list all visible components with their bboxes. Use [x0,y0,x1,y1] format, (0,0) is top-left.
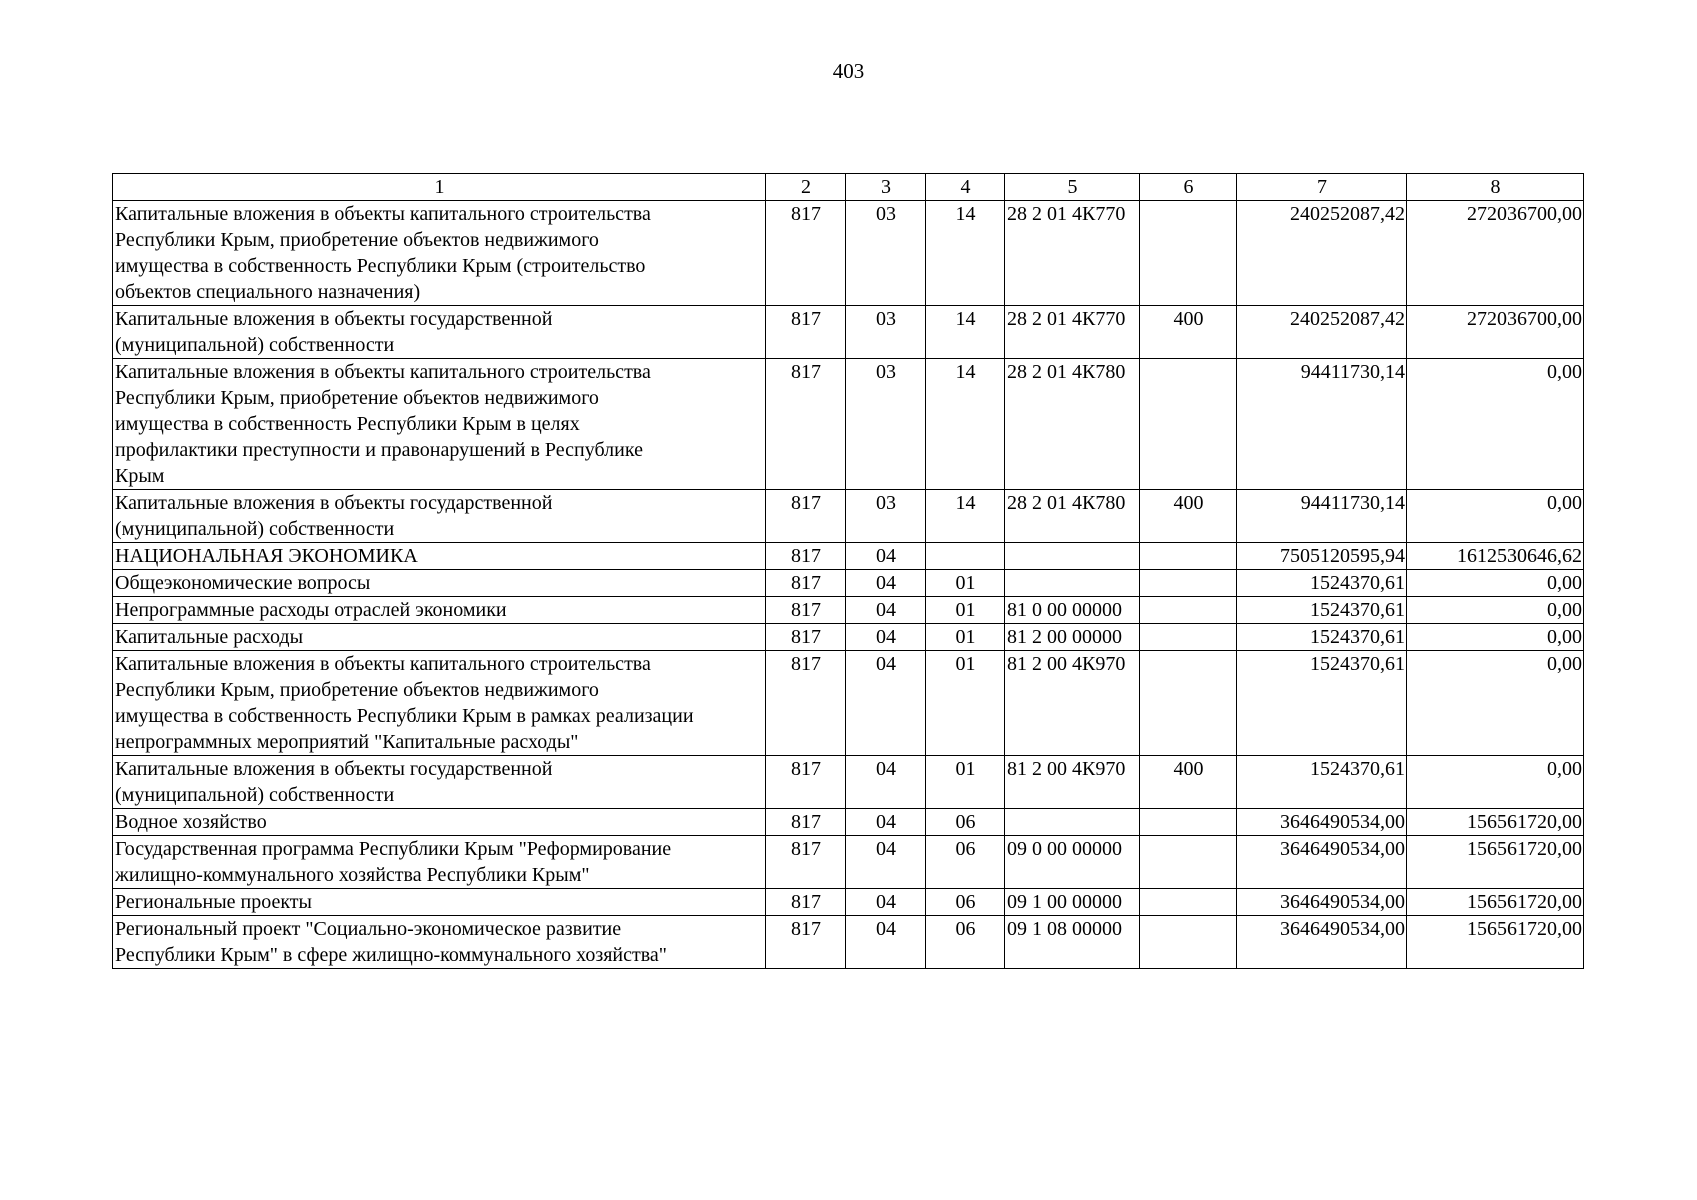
row-target-article-cell: 28 2 01 4К780 [1005,359,1140,490]
page-number: 403 [832,59,865,83]
table-row [113,306,1584,359]
row-amount-2-cell: 156561720,00 [1407,809,1584,836]
table-header-row [113,174,1584,201]
row-section-cell: 04 [846,756,926,809]
row-subsection-cell: 01 [926,651,1005,756]
row-name-cell: НАЦИОНАЛЬНАЯ ЭКОНОМИКА [113,543,766,570]
row-name-cell: Капитальные вложения в объекты капитального строительства Республики Крым, приобретение объектов недвижимого имущества в собственность Республики Крым (строительство объектов специального назначения) [113,201,766,306]
row-amount-2-cell: 0,00 [1407,597,1584,624]
row-target-article-cell: 09 1 00 00000 [1005,889,1140,916]
row-amount-2-cell: 0,00 [1407,359,1584,490]
row-grbs-cell: 817 [766,756,846,809]
row-amount-2-cell: 272036700,00 [1407,201,1584,306]
row-expense-type-cell: 400 [1140,756,1237,809]
row-subsection-cell: 14 [926,359,1005,490]
row-name-cell: Водное хозяйство [113,809,766,836]
row-amount-2-cell: 0,00 [1407,624,1584,651]
row-grbs-cell: 817 [766,306,846,359]
row-amount-2-cell: 0,00 [1407,570,1584,597]
table-row [113,359,1584,490]
column-header: 2 [766,174,846,201]
row-amount-2-cell: 0,00 [1407,756,1584,809]
row-section-cell: 03 [846,306,926,359]
column-header: 3 [846,174,926,201]
row-section-cell: 04 [846,836,926,889]
row-grbs-cell: 817 [766,570,846,597]
row-amount-1-cell: 3646490534,00 [1237,809,1407,836]
column-header: 5 [1005,174,1140,201]
row-expense-type-cell [1140,624,1237,651]
row-amount-2-cell: 272036700,00 [1407,306,1584,359]
row-grbs-cell: 817 [766,359,846,490]
row-target-article-cell: 28 2 01 4К770 [1005,306,1140,359]
row-amount-1-cell: 94411730,14 [1237,490,1407,543]
row-amount-1-cell: 1524370,61 [1237,651,1407,756]
row-grbs-cell: 817 [766,543,846,570]
row-name-cell: Капитальные вложения в объекты капитального строительства Республики Крым, приобретение объектов недвижимого имущества в собственность Республики Крым в рамках реализации непрограммных мероприятий "Капитальные расходы" [113,651,766,756]
row-expense-type-cell [1140,597,1237,624]
row-section-cell: 04 [846,651,926,756]
row-amount-2-cell: 156561720,00 [1407,836,1584,889]
column-header: 8 [1407,174,1584,201]
row-target-article-cell [1005,543,1140,570]
row-section-cell: 04 [846,543,926,570]
table-row [113,201,1584,306]
row-section-cell: 04 [846,916,926,969]
row-amount-2-cell: 0,00 [1407,490,1584,543]
row-subsection-cell: 06 [926,916,1005,969]
row-target-article-cell: 28 2 01 4К780 [1005,490,1140,543]
row-amount-2-cell: 156561720,00 [1407,889,1584,916]
row-name-cell: Капитальные вложения в объекты капитального строительства Республики Крым, приобретение объектов недвижимого имущества в собственность Республики Крым в целях профилактики преступности и правонарушений в Республике Крым [113,359,766,490]
column-header: 1 [113,174,766,201]
row-subsection-cell: 14 [926,306,1005,359]
row-amount-1-cell: 240252087,42 [1237,201,1407,306]
row-section-cell: 03 [846,359,926,490]
row-target-article-cell: 81 2 00 4К970 [1005,756,1140,809]
row-section-cell: 04 [846,597,926,624]
row-section-cell: 03 [846,201,926,306]
column-header: 6 [1140,174,1237,201]
row-section-cell: 03 [846,490,926,543]
row-amount-1-cell: 7505120595,94 [1237,543,1407,570]
row-expense-type-cell [1140,201,1237,306]
row-subsection-cell: 01 [926,597,1005,624]
row-expense-type-cell: 400 [1140,490,1237,543]
budget-table [112,173,1584,969]
row-grbs-cell: 817 [766,889,846,916]
row-expense-type-cell [1140,916,1237,969]
row-amount-2-cell: 0,00 [1407,651,1584,756]
row-target-article-cell: 81 2 00 4К970 [1005,651,1140,756]
row-expense-type-cell [1140,889,1237,916]
row-grbs-cell: 817 [766,836,846,889]
row-name-cell: Общеэкономические вопросы [113,570,766,597]
row-target-article-cell: 81 2 00 00000 [1005,624,1140,651]
row-section-cell: 04 [846,624,926,651]
row-grbs-cell: 817 [766,809,846,836]
row-amount-1-cell: 3646490534,00 [1237,889,1407,916]
row-subsection-cell: 06 [926,889,1005,916]
table-row [113,916,1584,969]
row-subsection-cell: 06 [926,836,1005,889]
row-subsection-cell [926,543,1005,570]
row-amount-2-cell: 1612530646,62 [1407,543,1584,570]
row-amount-1-cell: 240252087,42 [1237,306,1407,359]
row-grbs-cell: 817 [766,490,846,543]
row-name-cell: Капитальные вложения в объекты государственной (муниципальной) собственности [113,756,766,809]
row-name-cell: Капитальные вложения в объекты государственной (муниципальной) собственности [113,306,766,359]
row-amount-1-cell: 3646490534,00 [1237,836,1407,889]
row-subsection-cell: 14 [926,201,1005,306]
row-amount-1-cell: 1524370,61 [1237,624,1407,651]
table-row [113,889,1584,916]
row-target-article-cell: 81 0 00 00000 [1005,597,1140,624]
column-header: 4 [926,174,1005,201]
row-name-cell: Региональный проект "Социально-экономическое развитие Республики Крым" в сфере жилищно-коммунального хозяйства" [113,916,766,969]
row-name-cell: Капитальные расходы [113,624,766,651]
row-grbs-cell: 817 [766,201,846,306]
row-section-cell: 04 [846,570,926,597]
row-section-cell: 04 [846,889,926,916]
row-name-cell: Региональные проекты [113,889,766,916]
row-target-article-cell: 09 1 08 00000 [1005,916,1140,969]
row-amount-1-cell: 1524370,61 [1237,597,1407,624]
row-expense-type-cell [1140,651,1237,756]
budget-table-body [113,174,1584,969]
row-subsection-cell: 14 [926,490,1005,543]
row-name-cell: Государственная программа Республики Крым "Реформирование жилищно-коммунального хозяйства Республики Крым" [113,836,766,889]
row-grbs-cell: 817 [766,916,846,969]
table-row [113,836,1584,889]
row-expense-type-cell [1140,809,1237,836]
row-expense-type-cell [1140,543,1237,570]
row-amount-1-cell: 94411730,14 [1237,359,1407,490]
row-target-article-cell [1005,570,1140,597]
row-subsection-cell: 01 [926,756,1005,809]
table-row [113,624,1584,651]
row-amount-2-cell: 156561720,00 [1407,916,1584,969]
row-target-article-cell: 28 2 01 4К770 [1005,201,1140,306]
row-subsection-cell: 06 [926,809,1005,836]
table-row [113,809,1584,836]
row-target-article-cell: 09 0 00 00000 [1005,836,1140,889]
row-grbs-cell: 817 [766,597,846,624]
row-name-cell: Капитальные вложения в объекты государственной (муниципальной) собственности [113,490,766,543]
table-row [113,543,1584,570]
row-subsection-cell: 01 [926,624,1005,651]
row-subsection-cell: 01 [926,570,1005,597]
table-row [113,651,1584,756]
table-row [113,490,1584,543]
row-name-cell: Непрограммные расходы отраслей экономики [113,597,766,624]
row-grbs-cell: 817 [766,624,846,651]
row-target-article-cell [1005,809,1140,836]
row-expense-type-cell [1140,359,1237,490]
row-amount-1-cell: 3646490534,00 [1237,916,1407,969]
row-amount-1-cell: 1524370,61 [1237,570,1407,597]
row-grbs-cell: 817 [766,651,846,756]
table-row [113,597,1584,624]
row-section-cell: 04 [846,809,926,836]
row-expense-type-cell: 400 [1140,306,1237,359]
row-expense-type-cell [1140,836,1237,889]
table-row [113,756,1584,809]
table-row [113,570,1584,597]
row-expense-type-cell [1140,570,1237,597]
row-amount-1-cell: 1524370,61 [1237,756,1407,809]
column-header: 7 [1237,174,1407,201]
